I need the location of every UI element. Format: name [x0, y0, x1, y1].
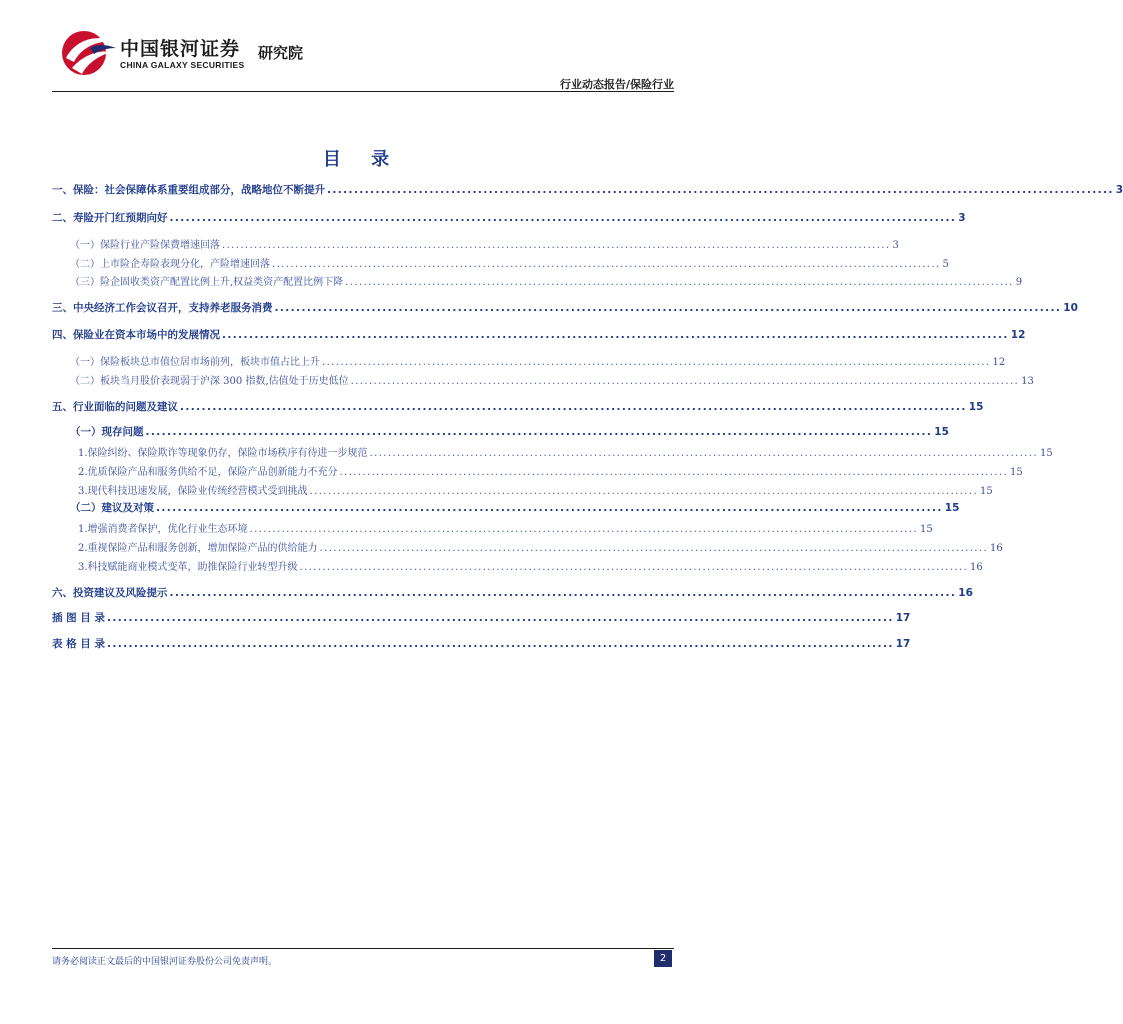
toc-leader-dots: .................................................................................................................................................. — [339, 467, 1009, 478]
toc-leader-dots: .................................................................................................................................................. — [106, 638, 894, 650]
toc-entry-text: 一、保险：社会保障体系重要组成部分，战略地位不断提升 — [52, 184, 325, 196]
toc-entry[interactable] — [70, 500, 960, 515]
toc-entry[interactable] — [70, 372, 1034, 387]
toc-leader-dots: .................................................................................................................................................. — [322, 357, 991, 368]
toc-entry-text: 四、保险业在资本市场中的发展情况 — [52, 329, 220, 341]
toc-entry-text: 五、行业面临的问题及建议 — [52, 401, 178, 413]
toc-entry-text: （二）建议及对策 — [70, 502, 154, 514]
toc-entry-page: 12 — [992, 357, 1006, 368]
header-divider — [52, 91, 674, 92]
toc-leader-dots: .................................................................................................................................................. — [169, 212, 957, 224]
toc-entry[interactable] — [70, 236, 899, 251]
toc-entry[interactable] — [52, 399, 984, 414]
toc-entry-page: 15 — [1040, 448, 1053, 459]
toc-entry[interactable] — [52, 636, 911, 651]
toc-entry-page: 16 — [958, 587, 973, 599]
page-number: 2 — [654, 950, 672, 967]
toc-leader-dots: .................................................................................................................................................. — [145, 426, 933, 438]
brand-name-en: CHINA GALAXY SECURITIES — [120, 60, 245, 70]
toc-entry[interactable] — [78, 482, 993, 497]
toc-entry-page: 15 — [944, 502, 960, 514]
toc-entry-text: 三、中央经济工作会议召开，支持养老服务消费 — [52, 302, 273, 314]
toc-entry[interactable] — [70, 255, 949, 270]
toc-entry-page: 3 — [1115, 184, 1123, 196]
toc-entry-page: 9 — [1015, 277, 1023, 288]
toc-entry[interactable] — [52, 300, 1078, 315]
toc-entry-page: 3 — [958, 212, 966, 224]
toc-entry-text: 二、寿险开门红预期向好 — [52, 212, 168, 224]
toc-entry-page: 5 — [942, 259, 949, 270]
toc-entry[interactable] — [78, 463, 1023, 478]
toc-entry-text: （一）保险行业产险保费增速回落 — [70, 240, 220, 251]
toc-leader-dots: .................................................................................................................................................. — [327, 184, 1114, 196]
toc-entry-text: 表 格 目 录 — [52, 638, 105, 650]
toc-entry-page: 15 — [980, 486, 993, 497]
toc-entry-text: 2.重视保险产品和服务创新，增加保险产品的供给能力 — [78, 543, 318, 554]
toc-entry-page: 16 — [990, 543, 1003, 554]
toc-leader-dots: .................................................................................................................................................. — [156, 502, 943, 514]
toc-entry-text: 3.现代科技迅速发展，保险业传统经营模式受到挑战 — [78, 486, 308, 497]
toc-entry-page: 17 — [895, 612, 911, 624]
toc-leader-dots: .................................................................................................................................................. — [274, 302, 1062, 314]
toc-leader-dots: .................................................................................................................................................. — [249, 524, 919, 535]
toc-entry-page: 16 — [970, 562, 983, 573]
china-galaxy-logo-icon — [60, 28, 118, 78]
toc-leader-dots: .................................................................................................................................................. — [345, 277, 1014, 288]
toc-entry[interactable] — [78, 558, 983, 573]
toc-title: 目 录 — [322, 149, 402, 170]
toc-entry-text: 插 图 目 录 — [52, 612, 105, 624]
toc-entry-text: 1.增强消费者保护，优化行业生态环境 — [78, 524, 248, 535]
toc-entry[interactable] — [52, 182, 1123, 197]
toc-entry[interactable] — [78, 444, 1053, 459]
toc-entry[interactable] — [70, 273, 1023, 288]
toc-entry[interactable] — [78, 520, 933, 535]
footer-divider — [52, 948, 674, 949]
institute-name: 研究院 — [258, 44, 304, 62]
toc-leader-dots: .................................................................................................................................................. — [299, 562, 969, 573]
toc-leader-dots: .................................................................................................................................................. — [309, 486, 979, 497]
toc-entry-page: 15 — [968, 401, 984, 413]
toc-entry-page: 15 — [920, 524, 933, 535]
toc-leader-dots: .................................................................................................................................................. — [180, 401, 967, 413]
toc-leader-dots: .................................................................................................................................................. — [169, 587, 957, 599]
toc-entry[interactable] — [70, 424, 949, 439]
toc-entry[interactable] — [52, 327, 1026, 342]
toc-entry-page: 3 — [892, 240, 899, 251]
toc-leader-dots: .................................................................................................................................................. — [350, 376, 1020, 387]
toc-leader-dots: .................................................................................................................................................. — [106, 612, 894, 624]
toc-entry-page: 17 — [895, 638, 911, 650]
toc-leader-dots: .................................................................................................................................................. — [272, 259, 941, 270]
toc-leader-dots: .................................................................................................................................................. — [222, 240, 891, 251]
disclaimer-notice: 请务必阅读正文最后的中国银河证券股份公司免责声明。 — [52, 957, 278, 967]
toc-entry-text: （一）现存问题 — [70, 426, 144, 438]
toc-entry-text: 六、投资建议及风险提示 — [52, 587, 168, 599]
toc-entry[interactable] — [70, 353, 1006, 368]
report-type: 行业动态报告/保险行业 — [559, 78, 674, 91]
toc-entry-text: 1.保险纠纷、保险欺诈等现象仍存，保险市场秩序有待进一步规范 — [78, 448, 368, 459]
toc-entry[interactable] — [52, 610, 911, 625]
toc-entry-page: 15 — [1010, 467, 1023, 478]
toc-entry[interactable] — [78, 539, 1003, 554]
toc-leader-dots: .................................................................................................................................................. — [222, 329, 1009, 341]
toc-entry-text: （二）上市险企寿险表现分化，产险增速回落 — [70, 259, 270, 270]
report-header — [52, 28, 674, 94]
toc-entry-page: 12 — [1010, 329, 1026, 341]
toc-entry-page: 10 — [1063, 302, 1078, 314]
toc-entry-text: （一）保险板块总市值位居市场前列，板块市值占比上升 — [70, 357, 320, 368]
toc-entry-text: （二）板块当月股价表现弱于沪深 300 指数,估值处于历史低位 — [70, 376, 349, 387]
toc-entry-page: 13 — [1021, 376, 1034, 387]
toc-leader-dots: .................................................................................................................................................. — [369, 448, 1039, 459]
toc-entry-text: （三）险企固收类资产配置比例上升,权益类资产配置比例下降 — [70, 277, 344, 288]
toc-leader-dots: .................................................................................................................................................. — [319, 543, 989, 554]
brand-name-cn: 中国银河证券 — [120, 38, 241, 60]
toc-entry[interactable] — [52, 210, 966, 225]
toc-entry-text: 3.科技赋能商业模式变革，助推保险行业转型升级 — [78, 562, 298, 573]
toc-entry-page: 15 — [934, 426, 949, 438]
toc-entry-text: 2.优质保险产品和服务供给不足，保险产品创新能力不充分 — [78, 467, 338, 478]
toc-entry[interactable] — [52, 585, 973, 600]
